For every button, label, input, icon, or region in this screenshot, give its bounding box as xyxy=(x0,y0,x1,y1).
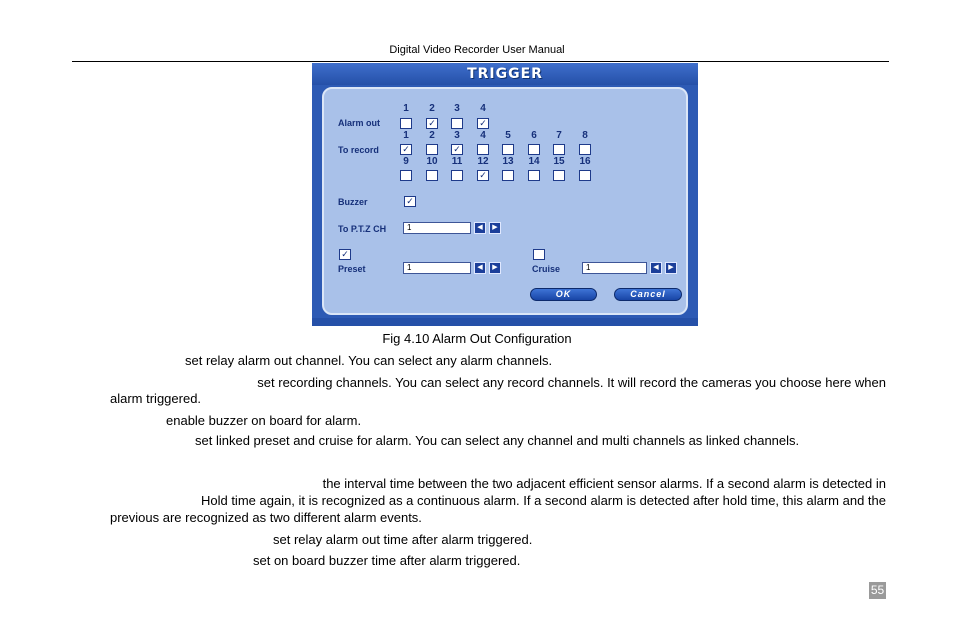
record-channel-number: 1 xyxy=(403,130,409,141)
preset-prev-arrow-icon[interactable]: ◀ xyxy=(474,262,486,274)
preset-field[interactable]: 1 xyxy=(403,262,471,274)
preset-label: Preset xyxy=(338,264,366,274)
cruise-field[interactable]: 1 xyxy=(582,262,647,274)
figure-caption: Fig 4.10 Alarm Out Configuration xyxy=(382,331,572,346)
record-channel-number: 13 xyxy=(502,156,514,167)
cruise-next-arrow-icon[interactable]: ▶ xyxy=(665,262,677,274)
buzzer-label: Buzzer xyxy=(338,197,368,207)
alarm-out-number: 4 xyxy=(480,103,486,114)
buzzer-checkbox[interactable]: ✓ xyxy=(404,196,416,207)
record-channel-checkbox[interactable] xyxy=(528,170,540,181)
body-line: the interval time between the two adjacent efficient sensor alarms. If a second alarm is detected in xyxy=(322,476,886,491)
record-channel-checkbox[interactable] xyxy=(579,144,591,155)
record-channel-checkbox[interactable] xyxy=(400,170,412,181)
page-number: 55 xyxy=(870,583,885,597)
body-line: set relay alarm out channel. You can select any alarm channels. xyxy=(185,353,553,368)
document-header-title: Digital Video Recorder User Manual xyxy=(389,44,565,56)
record-channel-checkbox[interactable] xyxy=(528,144,540,155)
alarm-out-checkbox[interactable] xyxy=(451,118,463,129)
alarm-out-checkbox[interactable]: ✓ xyxy=(477,118,489,129)
record-channel-number: 5 xyxy=(505,130,511,141)
body-line: set relay alarm out time after alarm triggered. xyxy=(273,532,533,547)
ptz-channel-field[interactable]: 1 xyxy=(403,222,471,234)
record-channel-number: 12 xyxy=(477,156,489,167)
record-channel-number: 3 xyxy=(454,130,460,141)
record-channel-checkbox[interactable] xyxy=(553,170,565,181)
body-line: previous are recognized as two different alarm events. xyxy=(110,510,422,525)
record-channel-number: 11 xyxy=(451,156,463,167)
record-channel-checkbox[interactable] xyxy=(426,144,438,155)
body-line: set linked preset and cruise for alarm. You can select any channel and multi channels as linked channels. xyxy=(195,433,800,448)
record-channel-number: 15 xyxy=(553,156,565,167)
alarm-out-number: 3 xyxy=(454,103,460,114)
record-channel-checkbox[interactable]: ✓ xyxy=(400,144,412,155)
alarm-out-number: 2 xyxy=(429,103,435,114)
alarm-out-label: Alarm out xyxy=(338,118,381,128)
record-channel-checkbox[interactable] xyxy=(502,170,514,181)
record-channel-checkbox[interactable] xyxy=(553,144,565,155)
to-record-label: To record xyxy=(338,145,379,155)
record-channel-checkbox[interactable] xyxy=(502,144,514,155)
record-channel-number: 9 xyxy=(403,156,409,167)
record-channel-number: 4 xyxy=(480,130,486,141)
record-channel-checkbox[interactable] xyxy=(477,144,489,155)
cruise-label: Cruise xyxy=(532,264,561,274)
alarm-out-checkbox[interactable] xyxy=(400,118,412,129)
body-line: set recording channels. You can select any record channels. It will record the cameras you choose here when xyxy=(257,375,886,390)
body-line: set on board buzzer time after alarm triggered. xyxy=(253,553,521,568)
ptz-prev-arrow-icon[interactable]: ◀ xyxy=(474,222,486,234)
record-channel-checkbox[interactable]: ✓ xyxy=(451,144,463,155)
preset-checkbox[interactable]: ✓ xyxy=(339,249,351,260)
record-channel-checkbox[interactable] xyxy=(451,170,463,181)
alarm-out-checkbox[interactable]: ✓ xyxy=(426,118,438,129)
record-channel-number: 2 xyxy=(429,130,435,141)
header-divider xyxy=(72,61,889,62)
record-channel-checkbox[interactable]: ✓ xyxy=(477,170,489,181)
ptz-next-arrow-icon[interactable]: ▶ xyxy=(489,222,501,234)
record-channel-number: 7 xyxy=(556,130,562,141)
body-line: Hold time again, it is recognized as a continuous alarm. If a second alarm is detected after hold time, this alarm and the xyxy=(200,493,886,508)
body-line: alarm triggered. xyxy=(110,391,202,406)
cruise-checkbox[interactable] xyxy=(533,249,545,260)
cancel-button[interactable]: Cancel xyxy=(614,288,682,301)
record-channel-number: 10 xyxy=(426,156,438,167)
dialog-title: TRIGGER xyxy=(467,66,543,82)
dialog-frame-bottom xyxy=(312,318,698,326)
record-channel-number: 16 xyxy=(579,156,591,167)
record-channel-number: 6 xyxy=(531,130,537,141)
trigger-dialog-screenshot xyxy=(312,63,698,326)
ptz-channel-label: To P.T.Z CH xyxy=(338,224,387,234)
record-channel-checkbox[interactable] xyxy=(579,170,591,181)
record-channel-number: 8 xyxy=(582,130,588,141)
ok-button[interactable]: OK xyxy=(530,288,597,301)
alarm-out-number: 1 xyxy=(403,103,409,114)
record-channel-checkbox[interactable] xyxy=(426,170,438,181)
record-channel-number: 14 xyxy=(528,156,540,167)
cruise-prev-arrow-icon[interactable]: ◀ xyxy=(650,262,662,274)
preset-next-arrow-icon[interactable]: ▶ xyxy=(489,262,501,274)
body-line: enable buzzer on board for alarm. xyxy=(166,413,362,428)
